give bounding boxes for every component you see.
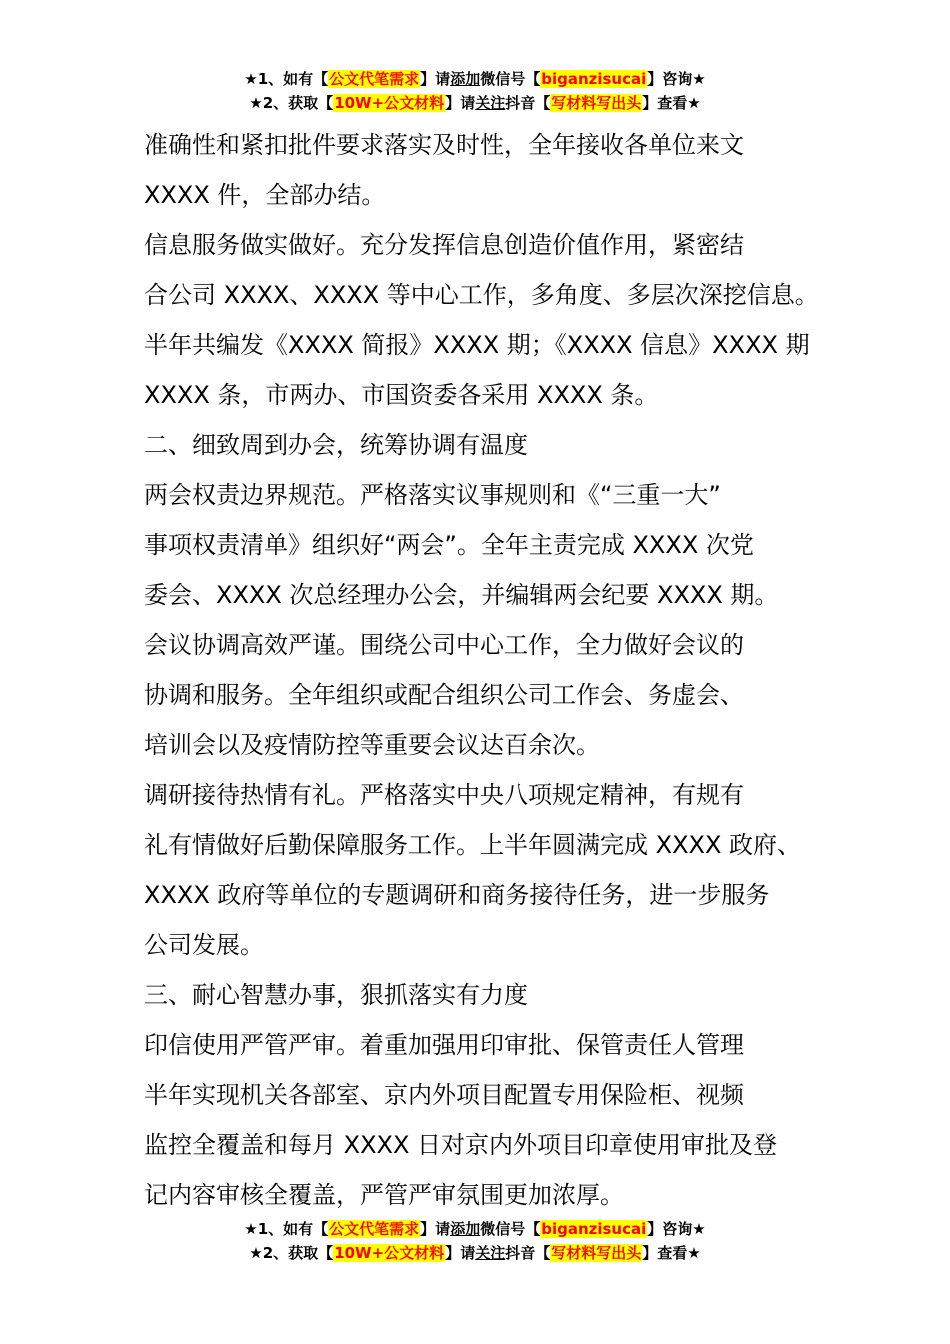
body-line: 信息服务做实做好。充分发挥信息创造价值作用，紧密结 xyxy=(144,231,744,259)
highlight-douyin: 写材料写出头 xyxy=(551,94,642,112)
banner-line-2: ★2、获取【10W+公文材料】请关注抖音【写材料写出头】查看★ xyxy=(249,94,701,112)
highlight-wechat-id: biganzisucai xyxy=(541,70,647,88)
body-line: 礼有情做好后勤保障服务工作。上半年圆满完成 XXXX 政府、 xyxy=(144,831,802,859)
body-line: 调研接待热情有礼。严格落实中央八项规定精神，有规有 xyxy=(144,781,744,809)
banner-line-1: ★1、如有【公文代笔需求】请添加微信号【biganzisucai】咨询★ xyxy=(244,1220,706,1238)
body-line: 会议协调高效严谨。围绕公司中心工作，全力做好会议的 xyxy=(144,631,744,659)
highlight-douyin: 写材料写出头 xyxy=(551,1244,642,1262)
body-line: XXXX 件，全部办结。 xyxy=(144,181,386,209)
body-line: 两会权责边界规范。严格落实议事规则和《“三重一大” xyxy=(144,481,721,509)
highlight-service: 公文代笔需求 xyxy=(329,70,420,88)
body-line: 事项权责清单》组织好“两会”。全年主责完成 XXXX 次党 xyxy=(144,531,754,559)
banner-line-2: ★2、获取【10W+公文材料】请关注抖音【写材料写出头】查看★ xyxy=(249,1244,701,1262)
body-line: XXXX 政府等单位的专题调研和商务接待任务，进一步服务 xyxy=(144,881,770,909)
header-banner xyxy=(0,68,950,116)
body-line: 半年实现机关各部室、京内外项目配置专用保险柜、视频 xyxy=(144,1081,744,1109)
body-line: 合公司 XXXX、XXXX 等中心工作，多角度、多层次深挖信息。 xyxy=(144,281,819,309)
body-line: 印信使用严管严审。着重加强用印审批、保管责任人管理 xyxy=(144,1031,744,1059)
highlight-materials: 10W+公文材料 xyxy=(334,1244,445,1262)
body-line: 协调和服务。全年组织或配合组织公司工作会、务虚会、 xyxy=(144,681,744,709)
body-line: 准确性和紧扣批件要求落实及时性，全年接收各单位来文 xyxy=(144,131,744,159)
body-line: 公司发展。 xyxy=(144,931,264,959)
body-line: 培训会以及疫情防控等重要会议达百余次。 xyxy=(144,731,600,759)
body-line: XXXX 条，市两办、市国资委各采用 XXXX 条。 xyxy=(144,381,659,409)
section-heading: 二、细致周到办会，统筹协调有温度 xyxy=(144,431,528,459)
section-heading: 三、耐心智慧办事，狠抓落实有力度 xyxy=(144,981,528,1009)
highlight-service: 公文代笔需求 xyxy=(329,1220,420,1238)
highlight-materials: 10W+公文材料 xyxy=(334,94,445,112)
body-line: 半年共编发《XXXX 简报》XXXX 期；《XXXX 信息》XXXX 期 xyxy=(144,331,810,359)
banner-line-1: ★1、如有【公文代笔需求】请添加微信号【biganzisucai】咨询★ xyxy=(244,70,706,88)
body-line: 委会、XXXX 次总经理办公会，并编辑两会纪要 XXXX 期。 xyxy=(144,581,779,609)
footer-banner xyxy=(0,1218,950,1266)
document-body xyxy=(144,120,824,1220)
body-line: 监控全覆盖和每月 XXXX 日对京内外项目印章使用审批及登 xyxy=(144,1131,778,1159)
highlight-wechat-id: biganzisucai xyxy=(541,1220,647,1238)
body-line: 记内容审核全覆盖，严管严审氛围更加浓厚。 xyxy=(144,1181,624,1209)
